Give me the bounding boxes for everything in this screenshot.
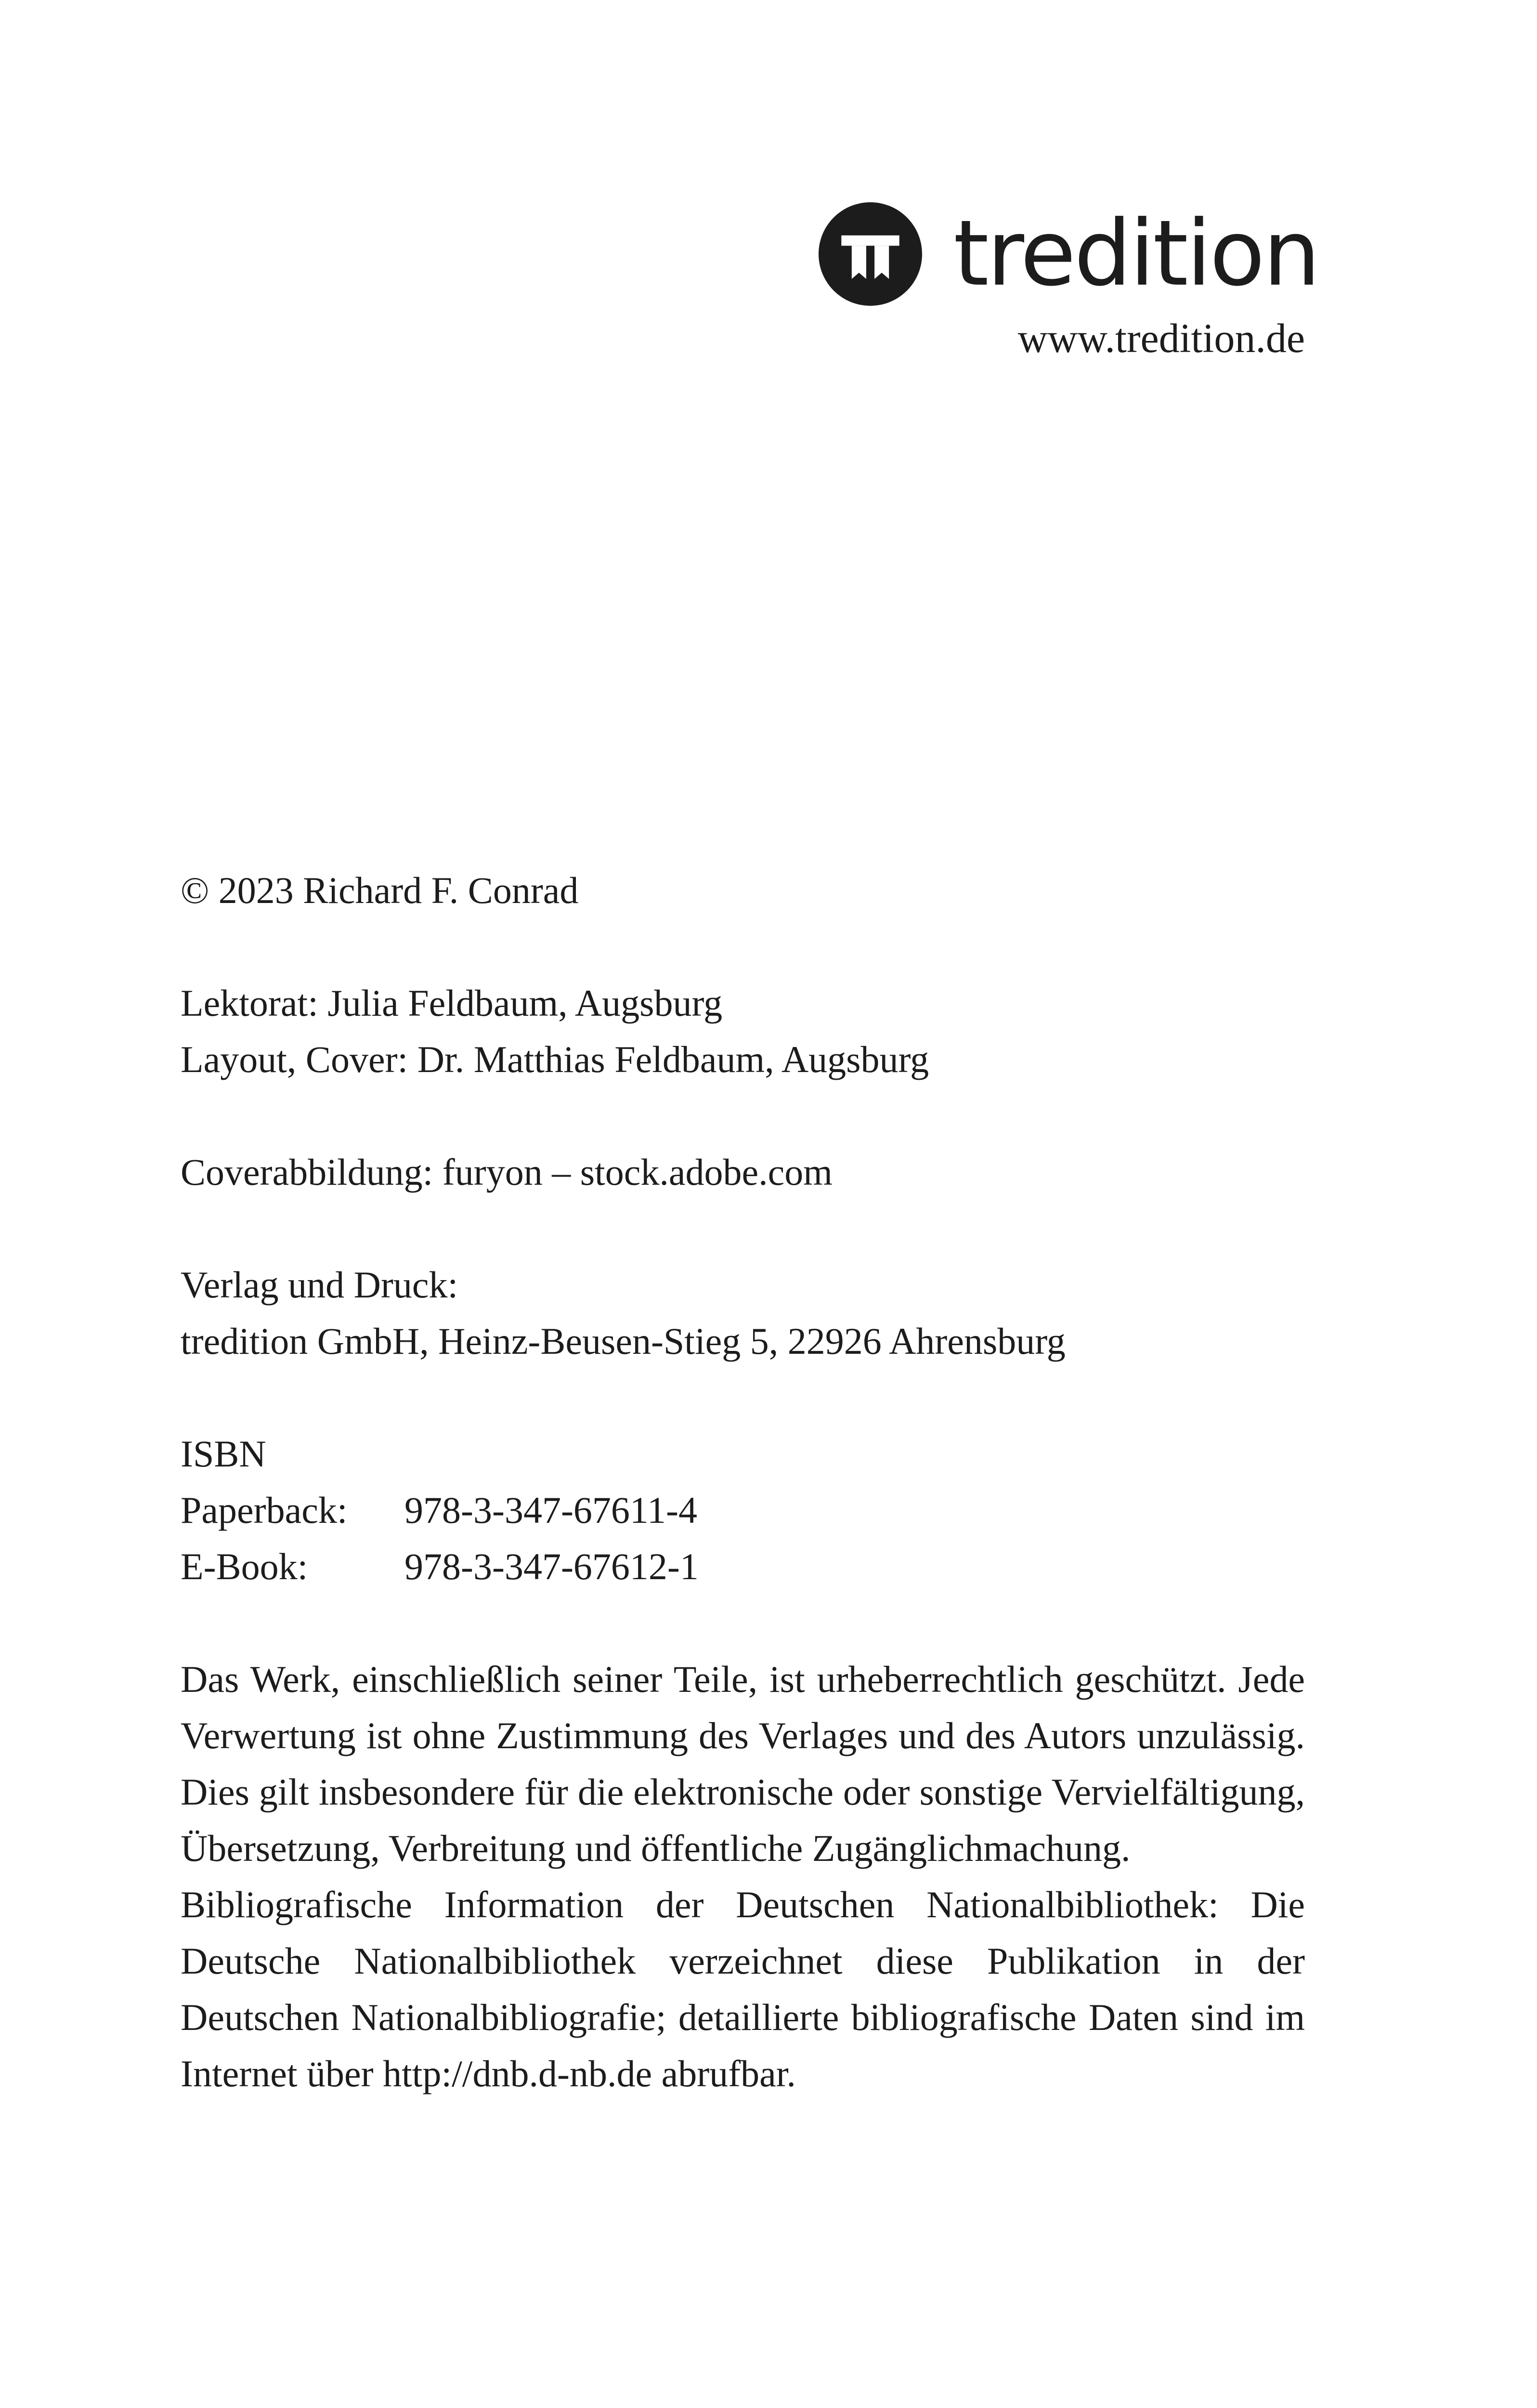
tredition-logo-icon xyxy=(819,202,922,306)
rights-notice: Das Werk, einschließlich seiner Teile, ist urheberrechtlich geschützt. Jede Verwertung ist ohne Zustimmung des Verlages und des Autors unzulässig. Dies gilt insbesondere für die elektronische oder sonstige Vervielfältigung, Übersetzung, Verbreitung und öffentliche Zugänglichmachung. xyxy=(181,1658,1305,1869)
isbn-row-paperback xyxy=(181,1482,1305,1538)
imprint-section xyxy=(181,862,1305,2102)
copyright-line: © 2023 Richard F. Conrad xyxy=(181,869,579,911)
publisher-name: tredition xyxy=(953,201,1319,306)
publisher-logo xyxy=(819,201,1319,366)
publisher-url: www.tredition.de xyxy=(1017,315,1305,361)
isbn-heading: ISBN xyxy=(181,1433,266,1475)
layout-credit: Layout, Cover: Dr. Matthias Feldbaum, Augsburg xyxy=(181,1038,929,1080)
isbn-label: Paperback: xyxy=(181,1489,348,1531)
isbn-label: E-Book: xyxy=(181,1545,308,1587)
isbn-value: 978-3-347-67611-4 xyxy=(404,1489,698,1531)
print-address: tredition GmbH, Heinz-Beusen-Stieg 5, 22926 Ahrensburg xyxy=(181,1320,1066,1362)
cover-image-credit: Coverabbildung: furyon – stock.adobe.com xyxy=(181,1151,833,1193)
isbn-value: 978-3-347-67612-1 xyxy=(404,1545,699,1587)
bibliographic-notice: Bibliografische Information der Deutschen Nationalbibliothek: Die Deutsche Nationalbibliothek verzeichnet diese Publikation in der Deutschen Nationalbibliografie; detaillierte bibliografische Daten sind im Internet über http://dnb.d-nb.de abrufbar. xyxy=(181,1884,1305,2094)
print-heading: Verlag und Druck: xyxy=(181,1264,458,1306)
editing-credit: Lektorat: Julia Feldbaum, Augsburg xyxy=(181,982,723,1024)
isbn-row-ebook xyxy=(181,1538,1305,1595)
